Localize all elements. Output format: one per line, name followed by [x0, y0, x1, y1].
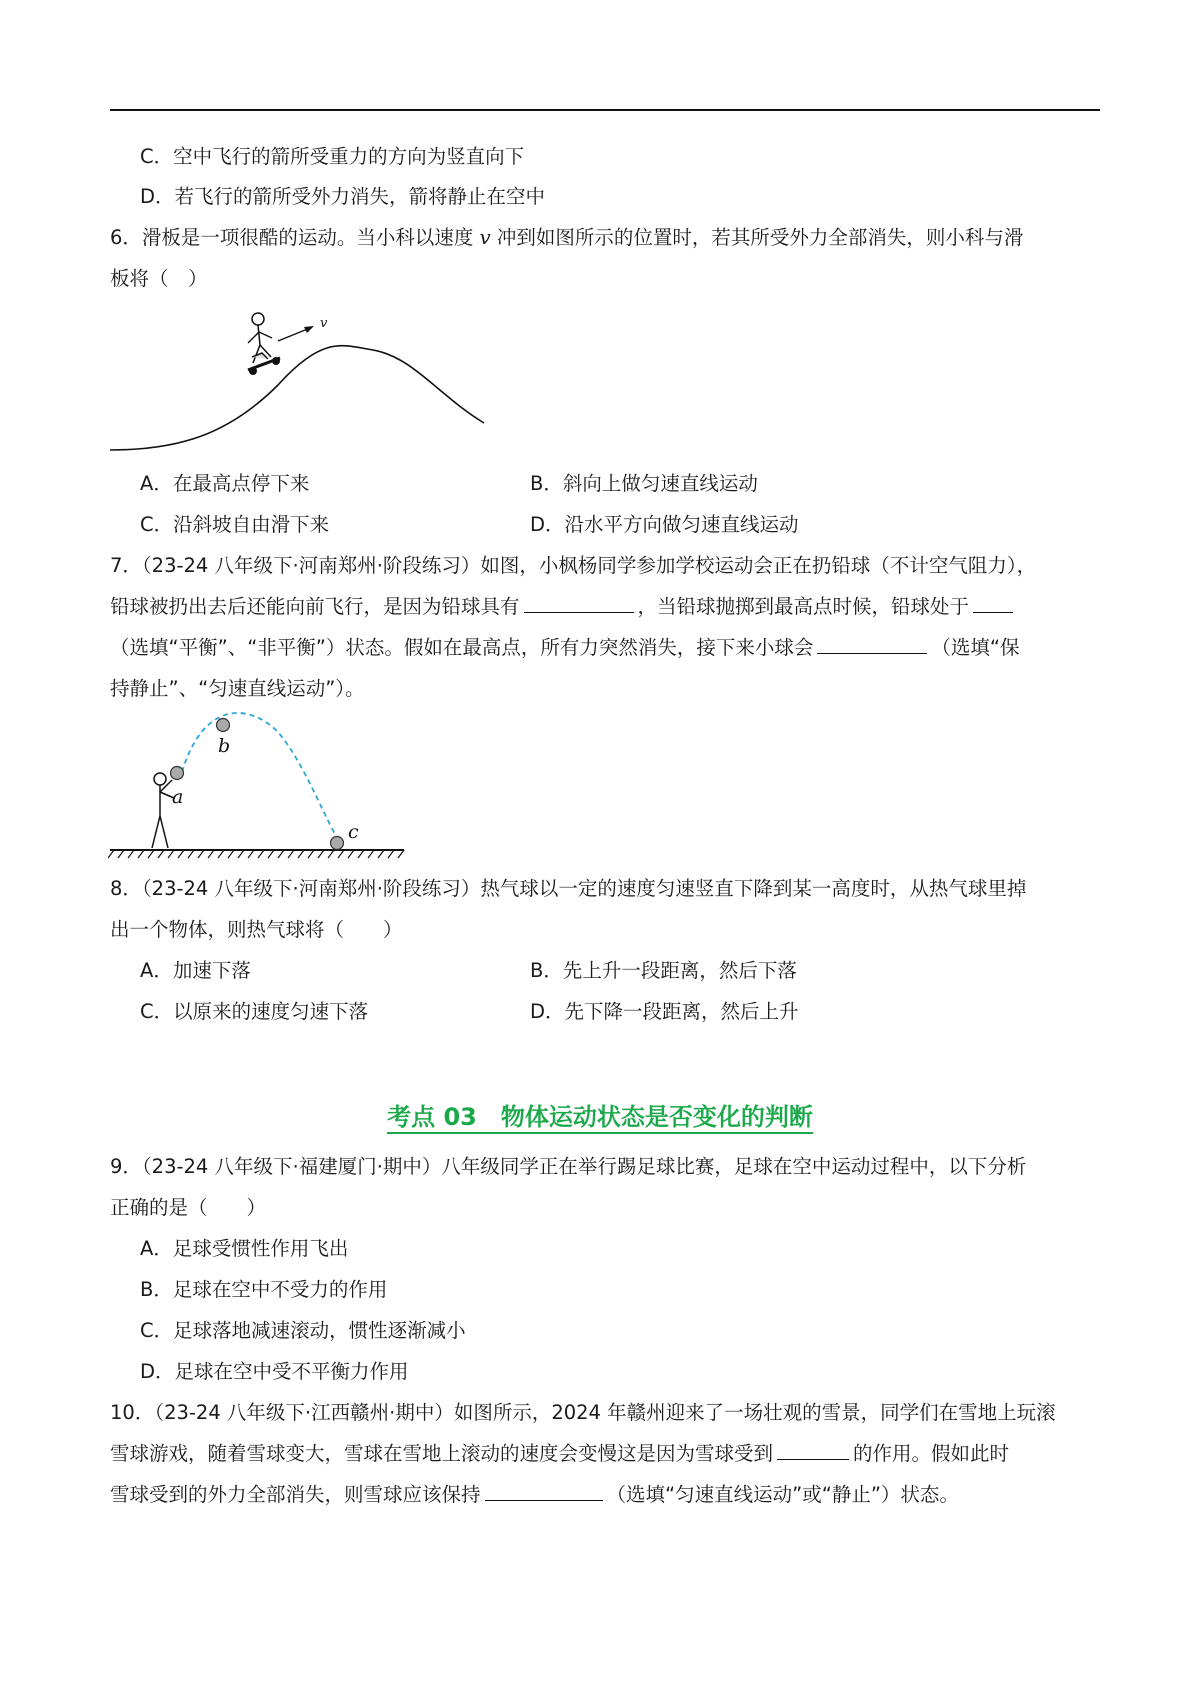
q9-option-b: B．足球在空中不受力的作用: [140, 1278, 388, 1301]
q7-ball-c: [331, 837, 344, 850]
q9-option-a: A．足球受惯性作用飞出: [140, 1237, 349, 1260]
q7-thrower-figure: [152, 773, 174, 848]
q7-trajectory: [182, 713, 336, 836]
q6-stem-pre: 6．滑板是一项很酷的运动。当小科以速度: [110, 226, 480, 249]
q7-blank-2[interactable]: [973, 594, 1013, 613]
q9-stem-line1: 9．（23-24 八年级下·福建厦门·期中）八年级同学正在举行踢足球比赛，足球在空中运动过程中，以下分析: [110, 1155, 1027, 1178]
q10-stem-line3-pre: 雪球受到的外力全部消失，则雪球应该保持: [110, 1483, 481, 1506]
q6-skateboard-figure: [108, 305, 488, 455]
q6-rider-figure: [248, 313, 272, 363]
header-rule: [110, 109, 1100, 111]
q6-velocity-arrow: [278, 328, 310, 341]
q5-option-d: D．若飞行的箭所受外力消失，箭将静止在空中: [140, 185, 546, 208]
q6-option-d: D．沿水平方向做匀速直线运动: [530, 513, 799, 536]
q10-stem-line1: 10．（23-24 八年级下·江西赣州·期中）如图所示，2024 年赣州迎来了一场壮观的雪景，同学们在雪地上玩滚: [110, 1401, 1056, 1424]
q8-stem-line2: 出一个物体，则热气球将（ ）: [110, 918, 403, 941]
q5-option-c: C．空中飞行的箭所受重力的方向为竖直向下: [140, 145, 525, 168]
q7-blank-1[interactable]: [524, 594, 634, 613]
q7-label-a: a: [172, 786, 184, 808]
q6-stem-line1: [110, 225, 1100, 251]
q10-stem-line2-post: 的作用。假如此时: [853, 1442, 1010, 1465]
q7-shot-put-figure: [108, 712, 408, 862]
q6-stem-line2: 板将（ ）: [110, 267, 208, 290]
q7-ball-b: [217, 719, 230, 732]
q10-blank-1[interactable]: [777, 1441, 849, 1460]
q6-stem-post: 冲到如图所示的位置时，若其所受外力全部消失，则小科与滑: [490, 226, 1024, 249]
q6-option-c: C．沿斜坡自由滑下来: [140, 513, 330, 536]
q9-option-c: C．足球落地减速滚动，惯性逐渐减小: [140, 1319, 466, 1342]
q6-velocity-var: v: [479, 226, 491, 249]
q7-label-c: c: [348, 821, 359, 843]
q7-stem-line4: 持静止”、“匀速直线运动”）。: [110, 677, 365, 700]
q7-stem-line3-post: （选填“保: [931, 636, 1020, 659]
q9-stem-line2: 正确的是（ ）: [110, 1196, 267, 1219]
q6-option-a: A．在最高点停下来: [140, 472, 310, 495]
q6-hill-curve: [110, 346, 484, 450]
q10-blank-2[interactable]: [485, 1482, 603, 1501]
q8-option-a: A．加速下落: [140, 959, 251, 982]
q6-option-b: B．斜向上做匀速直线运动: [530, 472, 758, 495]
q7-stem-line3-pre: （选填“平衡”、“非平衡”）状态。假如在最高点，所有力突然消失，接下来小球会: [110, 636, 814, 659]
q7-ball-a: [171, 767, 184, 780]
q7-stem-line2: [110, 594, 1100, 620]
q6-velocity-label: v: [320, 316, 328, 331]
q10-stem-line2: [110, 1441, 1100, 1467]
q8-option-b: B．先上升一段距离，然后下落: [530, 959, 797, 982]
q7-label-b: b: [218, 735, 231, 757]
q8-option-d: D．先下降一段距离，然后上升: [530, 1000, 799, 1023]
q7-stem-line3: [110, 635, 1100, 661]
q7-blank-3[interactable]: [817, 635, 927, 654]
q7-stem-line2-pre: 铅球被扔出去后还能向前飞行，是因为铅球具有: [110, 595, 520, 618]
q10-stem-line3-post: （选填“匀速直线运动”或“静止”）状态。: [606, 1483, 959, 1506]
section-title: 考点 03 物体运动状态是否变化的判断: [387, 1103, 813, 1134]
q10-stem-line3: [110, 1482, 1100, 1508]
q7-stem-line2-mid: ，当铅球抛掷到最高点时候，铅球处于: [637, 595, 970, 618]
q9-option-d: D．足球在空中受不平衡力作用: [140, 1360, 409, 1383]
section-heading: [0, 1101, 1200, 1133]
q10-stem-line2-pre: 雪球游戏，随着雪球变大，雪球在雪地上滚动的速度会变慢这是因为雪球受到: [110, 1442, 774, 1465]
q8-stem-line1: 8．（23-24 八年级下·河南郑州·阶段练习）热气球以一定的速度匀速竖直下降到某一高度时，从热气球里掉: [110, 877, 1027, 900]
q8-option-c: C．以原来的速度匀速下落: [140, 1000, 369, 1023]
q7-stem-line1: 7．（23-24 八年级下·河南郑州·阶段练习）如图，小枫杨同学参加学校运动会正在扔铅球（不计空气阻力），: [110, 554, 1037, 577]
